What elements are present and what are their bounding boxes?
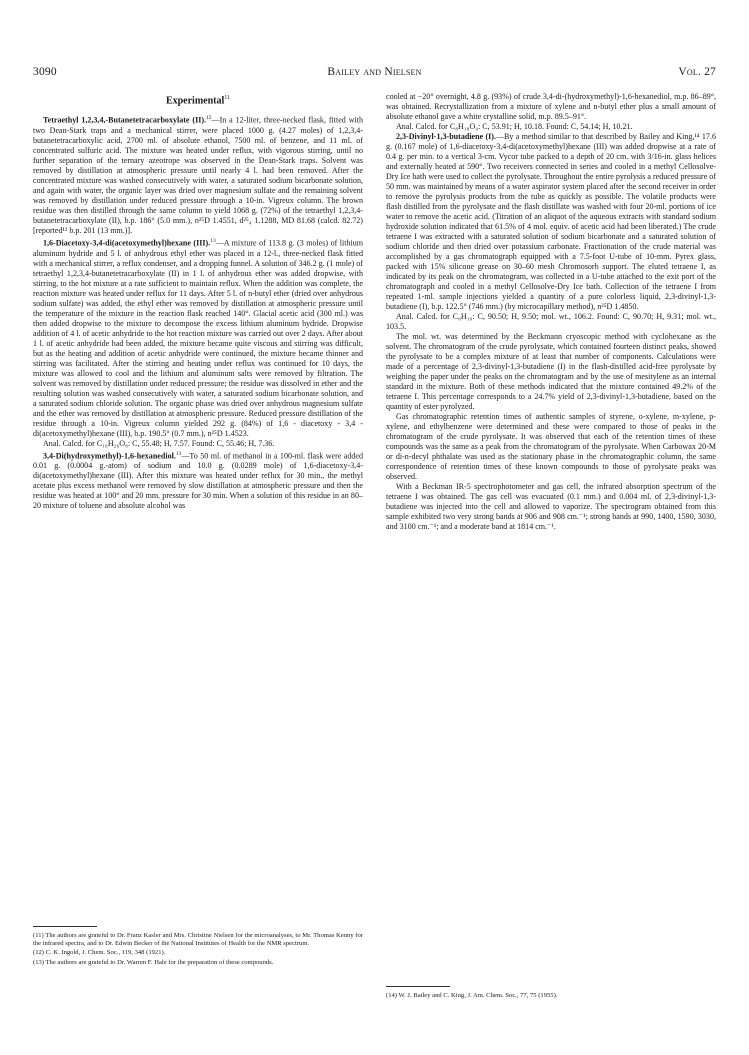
paragraph (33, 236, 363, 439)
running-head-authors: Bailey and Nielsen (327, 66, 422, 78)
right-column (386, 92, 716, 532)
footnote: (12) C. K. Ingold, J. Chem. Soc., 119, 348 (1921). (33, 949, 166, 957)
paragraph-text: Gas chromatographic retention times of authentic samples of styrene, o-xylene, m-xylene, p-xylene, and ethylbenzene were determined and these were compared to those of peaks in the chromatogram of the crude pyrolysate. It was observed that each of the retention times of these compounds was the same as a peak from the chromatogram of the pyrolysate. When Carbowax 20-M or di-n-decyl phthalate was used as the stationary phase in the chromatographic column, the same correspondence of retention times of these known compounds to those of pyrolysate peaks was observed. (386, 412, 716, 481)
left-footnote-rule (33, 926, 97, 927)
footnote: (14) W. J. Bailey and C. King, J. Am. Chem. Soc., 77, 75 (1955). (386, 992, 558, 999)
footnote-ref: 13 (210, 238, 216, 244)
right-footnotes (386, 992, 716, 1001)
compound-heading: 2,3-Divinyl-1,3-butadiene (I). (396, 132, 496, 141)
paragraph (386, 122, 716, 132)
paragraph-text: cooled at −20° overnight, 4.8 g. (93%) of crude 3,4-di-(hydroxymethyl)-1,6-hexanediol, m.p. 86–89°, was obtained. Recrystallization from a mixture of xylene and n-butyl ether plus a small amount of absolute ethanol gave a white crystalline solid, m.p. 89.5–91°. (386, 92, 716, 121)
footnote: (13) The authors are grateful to Dr. Warren F. Hale for the preparation of these compounds. (33, 958, 274, 966)
running-head (33, 66, 716, 82)
paragraph-text: Anal. Calcd. for C₈H₁₈O₄: C, 53.91; H, 10.18. Found: C, 54.14; H, 10.21. (396, 122, 633, 131)
paragraph-text: —In a 12-liter, three-necked flask, fitted with two Dean-Stark traps and a mechanical stirrer, were placed 1000 g. (4.27 moles) of 1,2,3,4-butanetetracarboxylic acid, 2700 ml. of absolute ethanol, 7500 ml. of benzene, and 11 ml. of concentrated sulfuric acid. The mixture was heated under reflux, with vigorous stirring, until no further separation of the ternary azeotrope was observed in the Dean-Stark traps. Solvent was removed by distillation at atmospheric pressure until nearly 4 l. had been removed. After the concentrated mixture was washed consecutively with water, a saturated sodium bicarbonate solution, and again with water, the organic layer was dried over magnesium sulfate and the remaining solvent was removed by distillation under reduced pressure through a 10-in. Vigreux column. The brown residue was then distilled through the same column to yield 1068 g. (72%) of the tetraethyl 1,2,3,4-butanetetracarboxylate (II), b.p. 186° (5.0 mm.), n²⁵D 1.4551, d²⁵₄ 1.1288, MD 81.68 (calcd. 82.72) [reported¹² b.p. 201 (13 mm.)]. (33, 116, 364, 235)
left-paragraphs (33, 113, 363, 511)
compound-heading: 3,4-Di(hydroxymethyl)-1,6-hexanediol. (43, 451, 176, 461)
right-paragraphs (386, 92, 716, 532)
volume-label: Vol. 27 (678, 66, 716, 78)
section-heading-footnote-ref: 11 (224, 95, 231, 101)
paragraph-text: With a Beckman IR-5 spectrophotometer and gas cell, the infrared absorption spectrum of the tetraene I was obtained. The gas cell was evacuated (0.1 mm.) and 0.004 ml. of 2,3-divinyl-1,3-butadiene was injected into the cell and allowed to vaporize. The spectrogram obtained from this sample exhibited two very strong bands at 906 and 908 cm.⁻¹; strong bands at 990, 1400, 1590, 3030, and 3100 cm.⁻¹; and a moderate band at 1814 cm.⁻¹. (386, 482, 716, 531)
paragraph (33, 449, 363, 512)
paragraph (386, 92, 716, 122)
left-column (33, 92, 363, 511)
footnote-ref: 12 (206, 115, 212, 122)
paragraph (386, 332, 716, 412)
page-number: 3090 (33, 66, 57, 78)
compound-heading: Tetraethyl 1,2,3,4,-Butanetetracarboxylate (II). (43, 116, 207, 125)
section-heading: Experimental$^{11}$ (165, 95, 231, 107)
paragraph (33, 439, 363, 449)
paragraph (386, 312, 716, 332)
paragraph (33, 113, 363, 236)
paragraph-text: —By a method similar to that described by Bailey and King,¹⁴ 17.6 g. (0.167 mole) of 1,6-diacetoxy-3,4-di(acetoxymethyl)hexane (III) was added dropwise at a rate of 0.4 g. per min. to a vertical 3-cm. Vycor tube packed to a depth of 20 cm. with 3/16-in. glass helices and externally heated at 590°. Two receivers connected in series and cooled in a methyl Cellosolve-Dry Ice bath were used to collect the pyrolysate. Throughout the entire pyrolysis a reduced pressure of 50 mm. was maintained by means of a water aspirator system placed after the second receiver in order to remove the pyrolysis products from the tube as quickly as possible. The volatile products were flash distilled from the pyrolysate and the flash distillate was washed with four 20-ml. portions of ice water to remove the acetic acid. (Titration of an aliquot of the aqueous extracts with standard sodium hydroxide solution indicated that 61.5% of 4 mol. equiv. of acetic acid had been liberated.) The crude tetraene I was extracted with a saturated solution of sodium bicarbonate and a saturated solution of sodium chloride and then dried over potassium carbonate. Fractionation of the crude material was accomplished by a gas chromatograph equipped with a 7.5-foot U-tube of 10-mm. Pyrex glass, packed with 15% silicone grease on 30–60 mesh Chromosorb support. The eluted tetraene I, as indicated by its peak on the chromatogram, was collected in a U-tube attached to the exit port of the chromatograph and cooled in a methyl Cellosolve-Dry Ice bath. Collection of the tetraene I from repeated 1-ml. sample injections yielded a quantity of a pure colorless liquid, 2,3-divinyl-1,3-butadiene (I), b.p. 122.5° (746 mm.) (by microcapillary method), n²⁵D 1.4850. (386, 132, 716, 311)
paragraph (386, 482, 716, 532)
paragraph (386, 412, 716, 482)
footnote-ref: 13 (175, 450, 182, 457)
footnote: (11) The authors are grateful to Dr. Franz Kasler and Mrs. Christine Nielsen for the microanalyses, to Mr. Thomas Kenny for the infrared spectra, and to Dr. Edwin Becker of the National Institutes of Health for the NMR spectrum. (33, 932, 363, 948)
paragraph-text: Anal. Calcd. for C₈H₁₀: C, 90.50; H, 9.50; mol. wt., 106.2. Found: C, 90.70; H, 9.31; mol. wt., 103.5. (386, 312, 716, 331)
paragraph-text: The mol. wt. was determined by the Beckmann cryoscopic method with cyclohexane as the solvent. The chromatogram of the crude pyrolysate, which contained fourteen distinct peaks, showed the pyrolysate to be a complex mixture of at least that number of components. Calculations were made of a percentage of 2,3-divinyl-1,3-butadiene (I) in the flash-distilled acid-free pyrolysate by weighing the paper under the peaks on the chromatogram and by the use of mesitylene as an internal standard in the mixture. Both of these methods indicated that the mixture contained 49.2% of the tetraene I. This percentage corresponds to a 24.7% yield of 2,3-divinyl-1,3-butadiene, based on the quantity of ester pyrolyzed. (386, 332, 716, 411)
left-footnotes (33, 932, 363, 968)
paragraph-text: —A mixture of 113.8 g. (3 moles) of lithium aluminum hydride and 5 l. of anhydrous ethyl ether was placed in a 12-l., three-necked flask fitted with a mechanical stirrer, a reflux condenser, and a dropping funnel. A solution of 346.2 g. (1 mole) of tetraethyl 1,2,3,4-butanetetracarboxylate (II) in 1 l. of anhydrous ether was added dropwise, with stirring, to the hot mixture at a rate sufficient to maintain reflux. When the addition was complete, the reaction mixture was heated under reflux for 11 days. After 5 l. of n-butyl ether (dried over anhydrous sodium sulfate) was added, the ethyl ether was removed by distillation at atmospheric pressure until the temperature of the mixture in the reaction flask reached 140°. Glacial acetic acid (300 ml.) was then added dropwise to the mixture to decompose the excess lithium aluminum hydride. Dropwise addition of 4 l. of acetic anhydride to the hot reaction mixture was carried out over 2 days. After about 1 l. of acetic anhydride had been added, the mixture became quite viscous and stirring was difficult, but as the heating and addition of acetic anhydride were continued, the mixture became thinner and stirring was facilitated. After the stirring and heating under reflux was continued for 10 days, the mixture was allowed to cool and the lithium and aluminum salts were removed by filtration. The solvent was removed by distillation under reduced pressure; the residue was dissolved in ether and the resulting solution was washed consecutively with water, a saturated sodium bicarbonate solution, and a saturated sodium chloride solution. The organic phase was dried over anhydrous magnesium sulfate and the ether was removed by distillation at atmospheric pressure. Reduced pressure distillation of the residue through a 10-in. Vigreux column yielded 292 g. (84%) of 1,6 - diacetoxy - 3,4 - di(acetoxymethyl)hexane (III), b.p. 190.5° (0.7 mm.), n²⁵D 1.4523. (33, 238, 364, 438)
paragraph (386, 132, 716, 312)
paragraph-text: Anal. Calcd. for C₁₆H₂₆O₈: C, 55.48; H, 7.57. Found: C, 55.46; H, 7.36. (43, 438, 275, 448)
paragraph-text: —To 50 ml. of methanol in a 100-ml. flask were added 0.01 g. (0.0004 g.-atom) of sodium and 10.0 g. (0.0289 mole) of 1,6-diacetoxy-3,4-di(acetoxymethyl)hexane (III). After this mixture was heated under reflux for 30 min., the methyl acetate plus excess methanol were removed by slow distillation at atmospheric pressure and then the residue was heated at 100° and 20 mm. pressure for 30 min. When a solution of this residue in an 80–20 mixture of toluene and absolute alcohol was (33, 451, 363, 511)
right-footnote-rule (386, 986, 450, 987)
compound-heading: 1,6-Diacetoxy-3,4-di(acetoxymethyl)hexane (III). (43, 238, 211, 248)
